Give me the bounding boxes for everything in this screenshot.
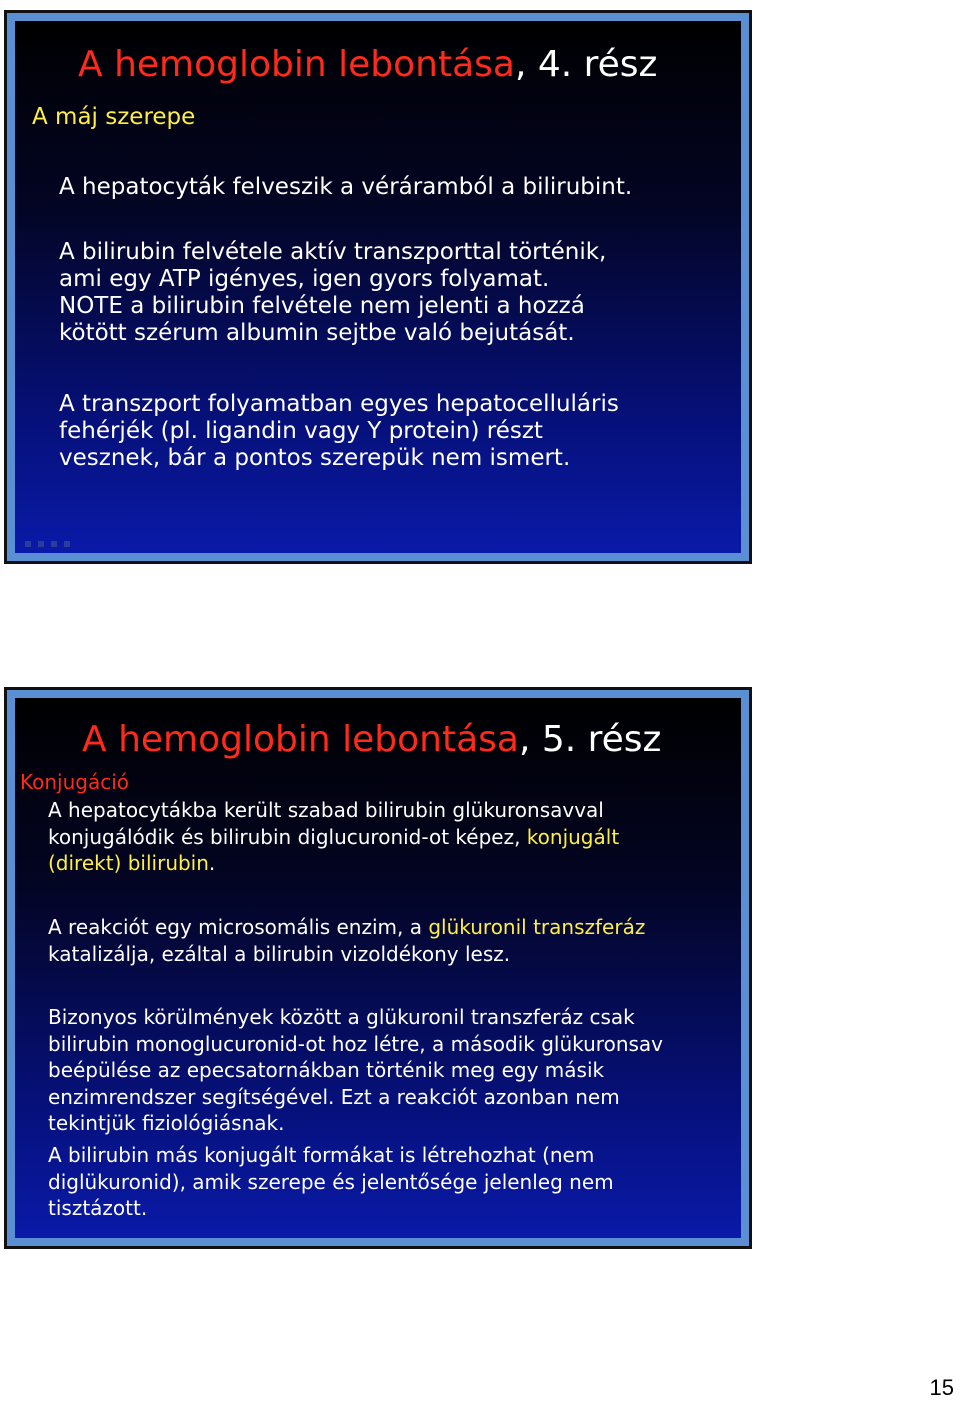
title-part-number: , 5. rész [518,719,662,760]
highlight-conjugated-bilirubin: konjugált (direkt) bilirubin [48,824,620,875]
slide-background [15,21,741,553]
slide-background [15,698,741,1238]
slide-subtitle: A máj szerepe [32,104,196,130]
highlight-enzyme: glükuronil transzferáz [428,915,646,939]
slide-subtitle: Konjugáció [20,770,130,794]
title-main: A hemoglobin lebontása [78,44,515,85]
paragraph-1: A hepatocyták felveszik a véráramból a bilirubint. [59,174,633,200]
paragraph-1: A hepatocytákba került szabad bilirubin glükuronsavval konjugálódik és bilirubin diglucuronid-ot képez, konjugált (direkt) bilirubin. [48,798,620,875]
slide-nav-icons [25,541,70,547]
nav-sound-icon [64,541,70,547]
nav-pen-icon [38,541,44,547]
slide-title [78,43,657,87]
title-part-number: , 4. rész [514,44,658,85]
paragraph-2: A reakciót egy microsomális enzim, a glükuronil transzferáz katalizálja, ezáltal a bilirubin vizoldékony lesz. [48,915,646,966]
paragraph-2: A bilirubin felvétele aktív transzporttal történik, ami egy ATP igényes, igen gyors folyamat. NOTE a bilirubin felvétele nem jelenti a hozzá kötött szérum albumin sejtbe való bejutását. [59,239,607,346]
page-number: 15 [929,1375,954,1400]
slide-5 [4,687,752,1249]
paragraph-3: A transzport folyamatban egyes hepatocelluláris fehérjék (pl. ligandin vagy Y protein) részt vesznek, bár a pontos szerepük nem ismert. [59,391,619,471]
slide-title [82,718,661,762]
nav-back-icon [25,541,31,547]
nav-menu-icon [51,541,57,547]
paragraph-3: Bizonyos körülmények között a glükuronil transzferáz csak bilirubin monoglucuronid-ot hoz létre, a második glükuronsav beépülése az epecsatornákban történik meg egy másik enzimrendszer segítségével. Ezt a reakciót azonban nem tekintjük fiziológiásnak. [48,1005,663,1135]
slide-4 [4,10,752,564]
title-main: A hemoglobin lebontása [82,719,519,760]
paragraph-4: A bilirubin más konjugált formákat is létrehozhat (nem diglükuronid), amik szerepe és jelentősége jelenleg nem tisztázott. [48,1143,614,1220]
